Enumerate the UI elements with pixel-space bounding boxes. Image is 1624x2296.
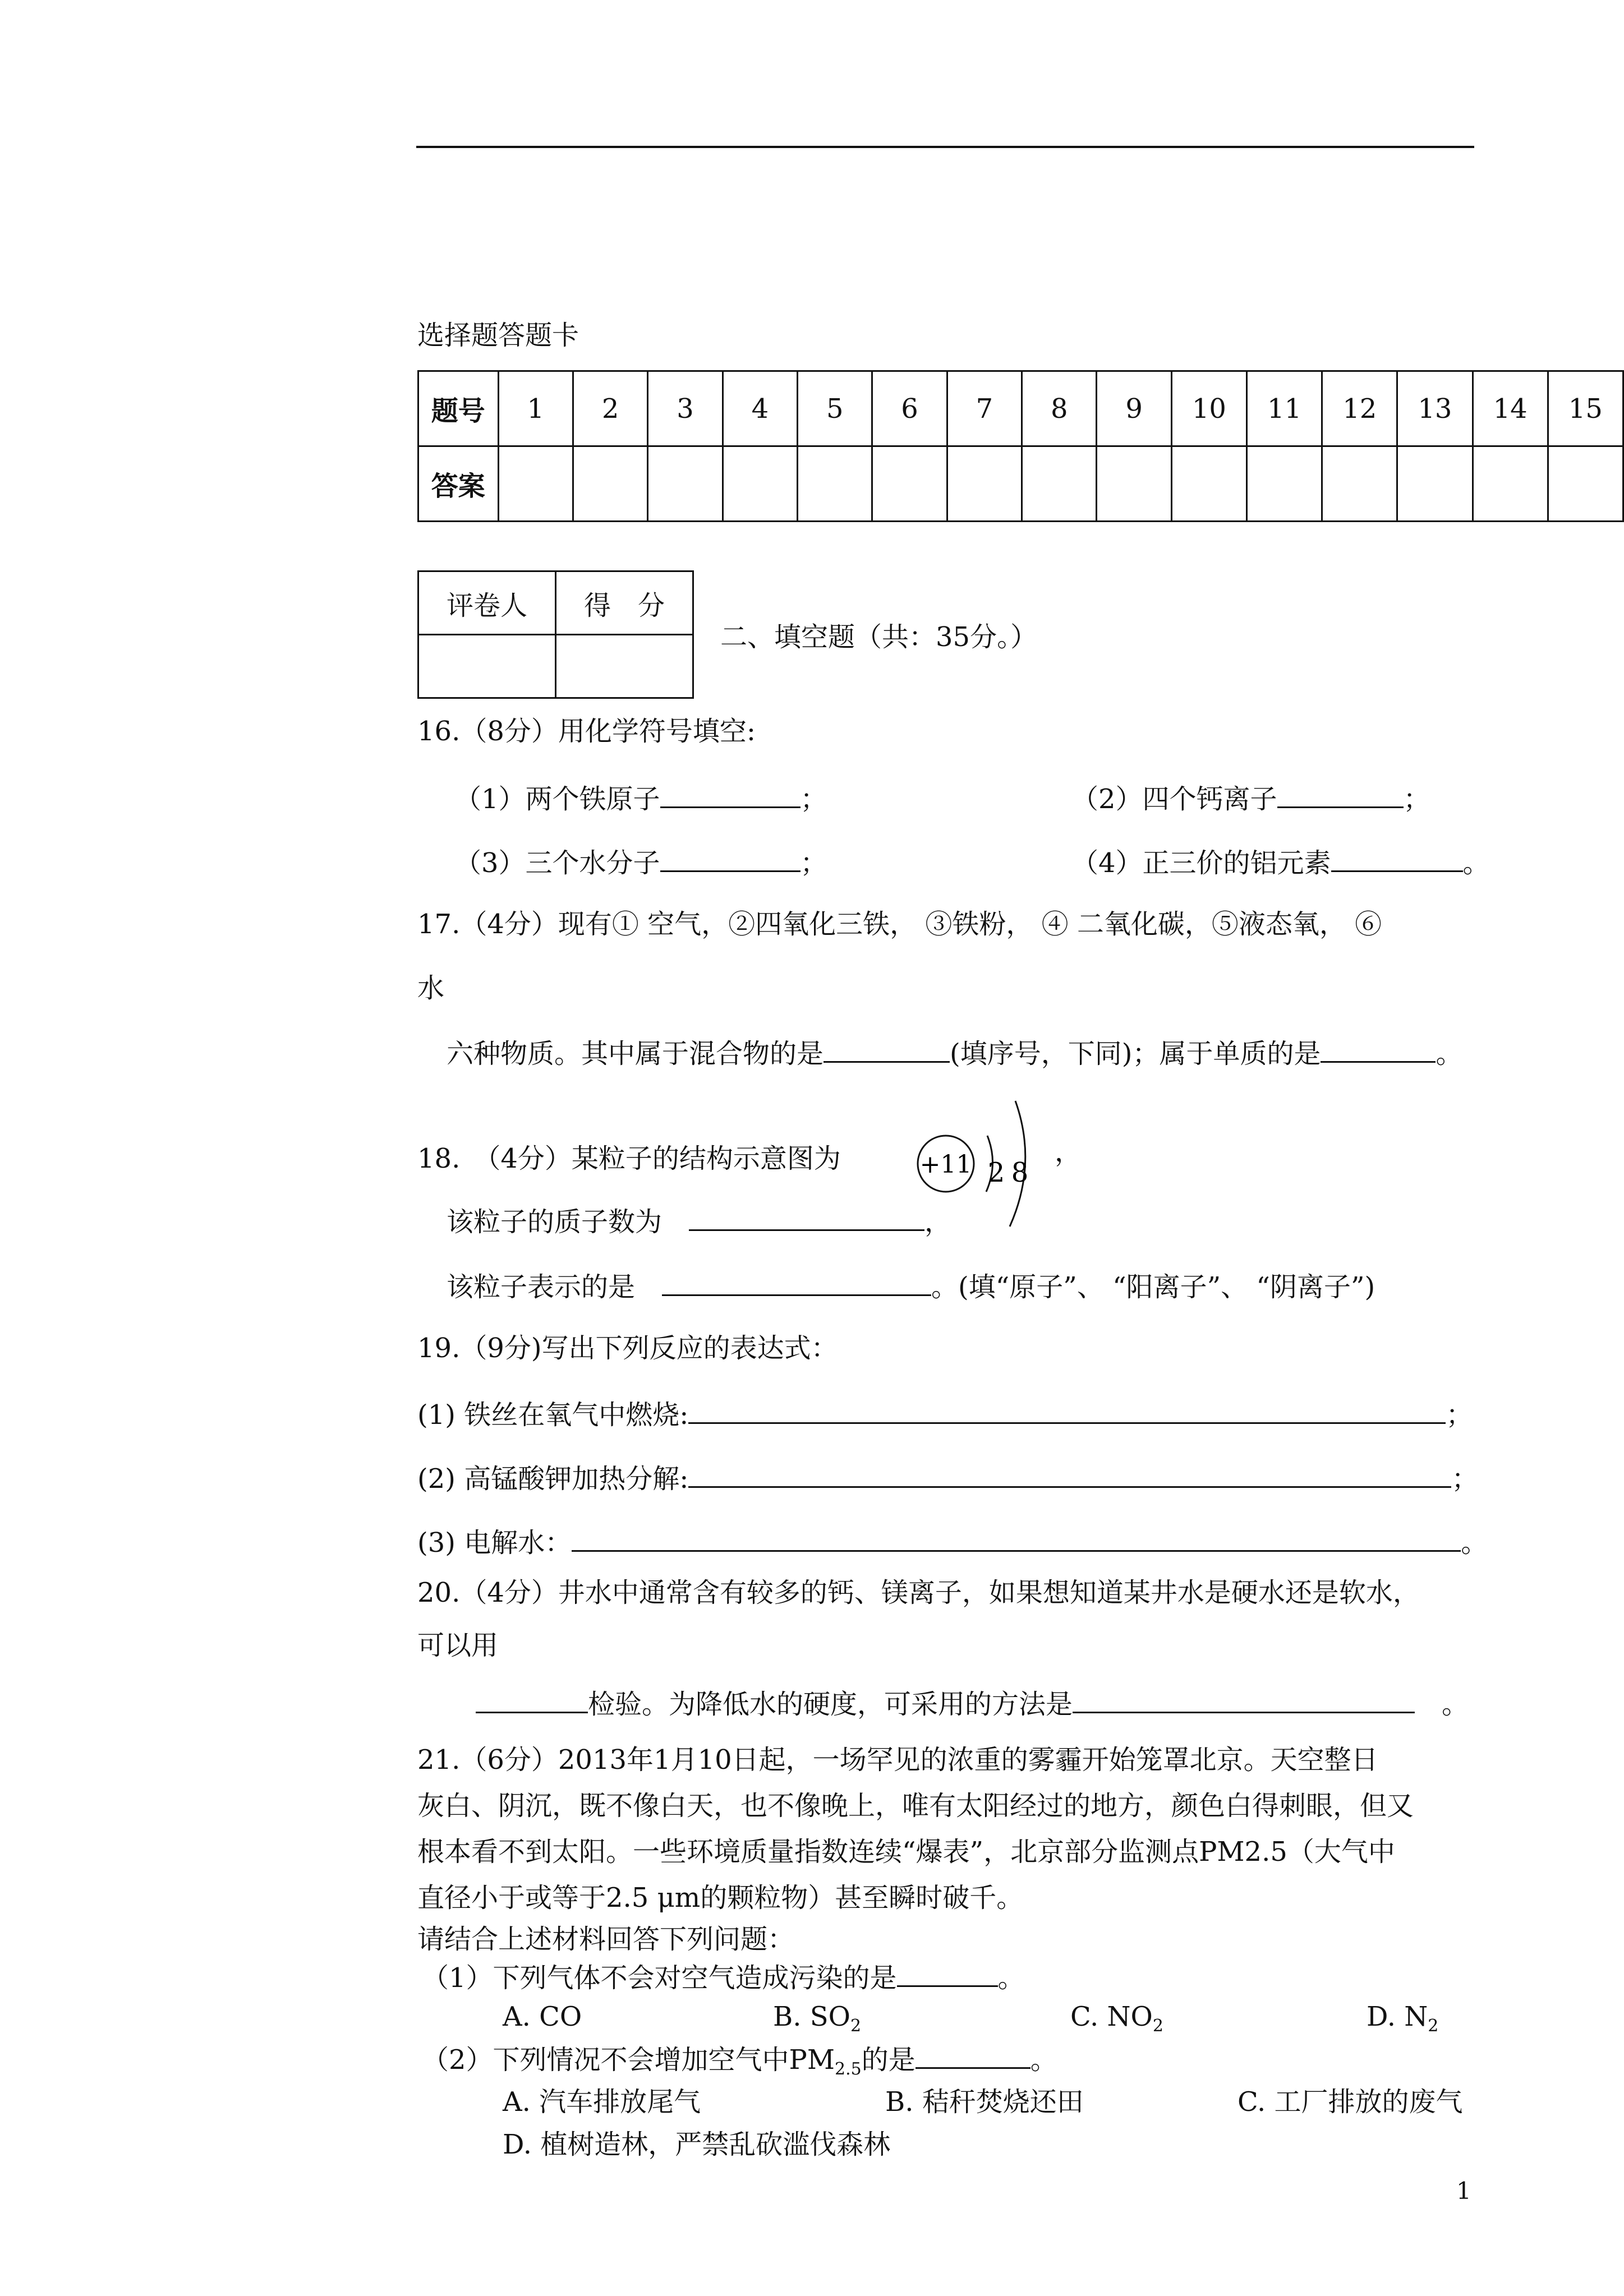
subscript: 2 bbox=[1428, 2016, 1439, 2036]
q19-part3 bbox=[417, 1527, 1488, 1559]
q18-stem: 18. （4分）某粒子的结构示意图为 bbox=[417, 1143, 841, 1174]
answer-cell[interactable] bbox=[498, 446, 573, 522]
q16-part4-end: 。 bbox=[1462, 847, 1490, 879]
q21-p2-option-b: B. 秸秆焚烧还田 bbox=[885, 2086, 1084, 2118]
answer-blank[interactable] bbox=[689, 1207, 924, 1231]
question-number: 11 bbox=[1247, 371, 1322, 446]
subscript: 2 bbox=[1152, 2016, 1163, 2036]
answer-blank[interactable] bbox=[688, 1464, 1451, 1488]
answer-blank[interactable] bbox=[897, 1963, 998, 1987]
answer-cell[interactable] bbox=[1171, 446, 1246, 522]
answer-blank[interactable] bbox=[688, 1400, 1446, 1424]
row-label-number: 题号 bbox=[418, 371, 499, 446]
answer-blank[interactable] bbox=[1331, 848, 1463, 872]
q19-part2-end: ； bbox=[1451, 1463, 1479, 1495]
option-text: C. NO bbox=[1070, 2001, 1153, 2032]
answer-cell[interactable] bbox=[798, 446, 872, 522]
q21-part2 bbox=[422, 2045, 1057, 2078]
question-number: 2 bbox=[573, 371, 647, 446]
q19-part1 bbox=[417, 1399, 1473, 1431]
q21-part2-text: （2）下列情况不会增加空气中PM bbox=[422, 2044, 835, 2076]
answer-cell[interactable] bbox=[1548, 446, 1623, 522]
reviewer-cell[interactable] bbox=[418, 635, 556, 698]
q21-part1-end: 。 bbox=[997, 1962, 1025, 1994]
grader-box bbox=[417, 570, 694, 699]
answer-card-title: 选择题答题卡 bbox=[417, 320, 579, 351]
q18-line2-text: 该粒子的质子数为 bbox=[447, 1206, 663, 1238]
q16-part3-text: （3）三个水分子 bbox=[454, 847, 660, 879]
page-number: 1 bbox=[1456, 2177, 1471, 2205]
q18-line3 bbox=[447, 1272, 1375, 1301]
question-number: 3 bbox=[648, 371, 723, 446]
answer-cell[interactable] bbox=[1247, 446, 1322, 522]
question-number: 4 bbox=[723, 371, 797, 446]
q19-part1-end: ； bbox=[1446, 1399, 1473, 1431]
answer-cell[interactable] bbox=[723, 446, 797, 522]
shell-electrons-1: 2 bbox=[987, 1157, 1005, 1188]
q21-p2-option-d: D. 植树造林，严禁乱砍滥伐森林 bbox=[503, 2129, 891, 2160]
q17-line3 bbox=[447, 1039, 1463, 1067]
q19-part2-text: (2) 高锰酸钾加热分解: bbox=[417, 1463, 689, 1495]
q16-stem: 16.（8分）用化学符号填空: bbox=[417, 716, 756, 747]
answer-cell[interactable] bbox=[872, 446, 947, 522]
question-number: 10 bbox=[1171, 371, 1246, 446]
question-number: 9 bbox=[1097, 371, 1171, 446]
option-text: B. SO bbox=[773, 2001, 851, 2032]
q17-line3-b: (填序号，下同)；属于单质的是 bbox=[950, 1038, 1321, 1069]
q16-part3 bbox=[454, 848, 827, 877]
q20-line3-b: 。 bbox=[1442, 1689, 1469, 1720]
q18-line3-text: 该粒子表示的是 bbox=[447, 1271, 636, 1303]
question-number: 14 bbox=[1473, 371, 1548, 446]
answer-card-answer-row bbox=[418, 446, 1623, 522]
answer-cell[interactable] bbox=[1022, 446, 1097, 522]
q16-part2 bbox=[1071, 784, 1430, 813]
header-rule bbox=[416, 146, 1474, 148]
q16-part1-end: ； bbox=[800, 783, 827, 815]
q19-part3-text: (3) 电解水： bbox=[417, 1527, 572, 1559]
q19-stem: 19.（9分)写出下列反应的表达式： bbox=[417, 1333, 838, 1364]
answer-blank[interactable] bbox=[660, 848, 801, 872]
answer-cell[interactable] bbox=[1097, 446, 1171, 522]
question-number: 12 bbox=[1322, 371, 1397, 446]
q18-line2-end: ， bbox=[924, 1206, 952, 1238]
q21-line5: 请结合上述材料回答下列问题： bbox=[417, 1924, 795, 1955]
q21-part2-end: 。 bbox=[1030, 2044, 1057, 2076]
q20-line3-a: 检验。为降低水的硬度，可采用的方法是 bbox=[588, 1689, 1073, 1720]
nucleus-charge: +11 bbox=[919, 1150, 972, 1179]
question-number: 7 bbox=[947, 371, 1022, 446]
answer-blank[interactable] bbox=[660, 784, 801, 808]
reviewer-label: 评卷人 bbox=[418, 571, 556, 635]
q18-stem-end: ， bbox=[1055, 1136, 1082, 1168]
q19-part3-end: 。 bbox=[1461, 1527, 1488, 1559]
q20-line1: 20.（4分）井水中通常含有较多的钙、镁离子，如果想知道某井水是硬水还是软水， bbox=[417, 1577, 1420, 1608]
subscript: 2.5 bbox=[835, 2059, 862, 2079]
answer-cell[interactable] bbox=[1473, 446, 1548, 522]
answer-blank[interactable] bbox=[1073, 1689, 1415, 1713]
q16-part4 bbox=[1071, 848, 1490, 877]
answer-blank[interactable] bbox=[1277, 784, 1404, 808]
q17-line3-c: 。 bbox=[1436, 1038, 1463, 1069]
option-text: D. N bbox=[1367, 2001, 1428, 2032]
q19-part1-text: (1) 铁丝在氧气中燃烧: bbox=[417, 1399, 689, 1431]
atomic-structure-diagram bbox=[903, 1096, 1066, 1265]
answer-blank[interactable] bbox=[572, 1528, 1461, 1552]
answer-blank[interactable] bbox=[1321, 1039, 1436, 1063]
answer-blank[interactable] bbox=[823, 1039, 950, 1063]
question-number: 1 bbox=[498, 371, 573, 446]
answer-card-table bbox=[417, 370, 1624, 522]
q21-part1 bbox=[422, 1962, 1025, 1994]
q21-line3: 根本看不到太阳。一些环境质量指数连续“爆表”，北京部分监测点PM2.5（大气中 bbox=[417, 1836, 1395, 1868]
question-number: 8 bbox=[1022, 371, 1097, 446]
q18-line2 bbox=[447, 1206, 952, 1238]
question-number: 5 bbox=[798, 371, 872, 446]
question-number: 13 bbox=[1397, 371, 1473, 446]
q17-line2: 水 bbox=[417, 972, 445, 1004]
score-cell[interactable] bbox=[556, 635, 693, 698]
q21-p1-option-a: A. CO bbox=[503, 2001, 582, 2032]
question-number: 15 bbox=[1548, 371, 1623, 446]
shell-electrons-2: 8 bbox=[1011, 1157, 1029, 1188]
q21-p2-option-a: A. 汽车排放尾气 bbox=[503, 2086, 701, 2118]
answer-cell[interactable] bbox=[648, 446, 723, 522]
q16-part2-text: （2）四个钙离子 bbox=[1071, 783, 1277, 815]
answer-cell[interactable] bbox=[573, 446, 647, 522]
q17-line1: 17.（4分）现有① 空气，②四氧化三铁， ③铁粉， ④ 二氧化碳，⑤液态氧， ⑥ bbox=[417, 909, 1382, 940]
answer-cell[interactable] bbox=[1397, 446, 1473, 522]
answer-blank[interactable] bbox=[915, 2045, 1030, 2069]
q20-line2: 可以用 bbox=[417, 1630, 499, 1661]
q21-p1-option-d bbox=[1367, 2003, 1438, 2035]
q21-line2: 灰白、阴沉，既不像白天，也不像晚上，唯有太阳经过的地方，颜色白得刺眼，但又 bbox=[417, 1790, 1414, 1822]
answer-cell[interactable] bbox=[947, 446, 1022, 522]
row-label-answer: 答案 bbox=[418, 446, 499, 522]
q21-p2-option-c: C. 工厂排放的废气 bbox=[1237, 2086, 1463, 2118]
q20-line3 bbox=[476, 1689, 1469, 1718]
question-number: 6 bbox=[872, 371, 947, 446]
answer-blank[interactable] bbox=[476, 1689, 588, 1713]
q16-part1-text: （1）两个铁原子 bbox=[454, 783, 660, 815]
q21-p1-option-b bbox=[773, 2003, 861, 2035]
answer-card-number-row bbox=[418, 371, 1623, 446]
answer-blank[interactable] bbox=[662, 1272, 931, 1296]
score-label: 得 分 bbox=[556, 571, 693, 635]
q18-line3-end: 。(填“原子”、 “阳离子”、 “阴离子”) bbox=[931, 1271, 1375, 1303]
section-title: 二、填空题（共：35分。） bbox=[720, 621, 1038, 653]
q17-line3-a: 六种物质。其中属于混合物的是 bbox=[447, 1038, 824, 1069]
q16-part4-text: （4）正三价的铝元素 bbox=[1071, 847, 1331, 879]
q16-part1 bbox=[454, 784, 827, 813]
q21-line1: 21.（6分）2013年1月10日起，一场罕见的浓重的雾霾开始笼罩北京。天空整日 bbox=[417, 1744, 1378, 1776]
q21-part2-tail: 的是 bbox=[861, 2044, 915, 2076]
subscript: 2 bbox=[850, 2016, 862, 2036]
q21-part1-text: （1）下列气体不会对空气造成污染的是 bbox=[422, 1962, 897, 1994]
q16-part2-end: ； bbox=[1403, 783, 1430, 815]
q21-line4: 直径小于或等于2.5 μm的颗粒物）甚至瞬时破千。 bbox=[417, 1882, 1024, 1914]
answer-cell[interactable] bbox=[1322, 446, 1397, 522]
q19-part2 bbox=[417, 1463, 1479, 1495]
q16-part3-end: ； bbox=[800, 847, 827, 879]
q21-p1-option-c bbox=[1070, 2003, 1163, 2035]
